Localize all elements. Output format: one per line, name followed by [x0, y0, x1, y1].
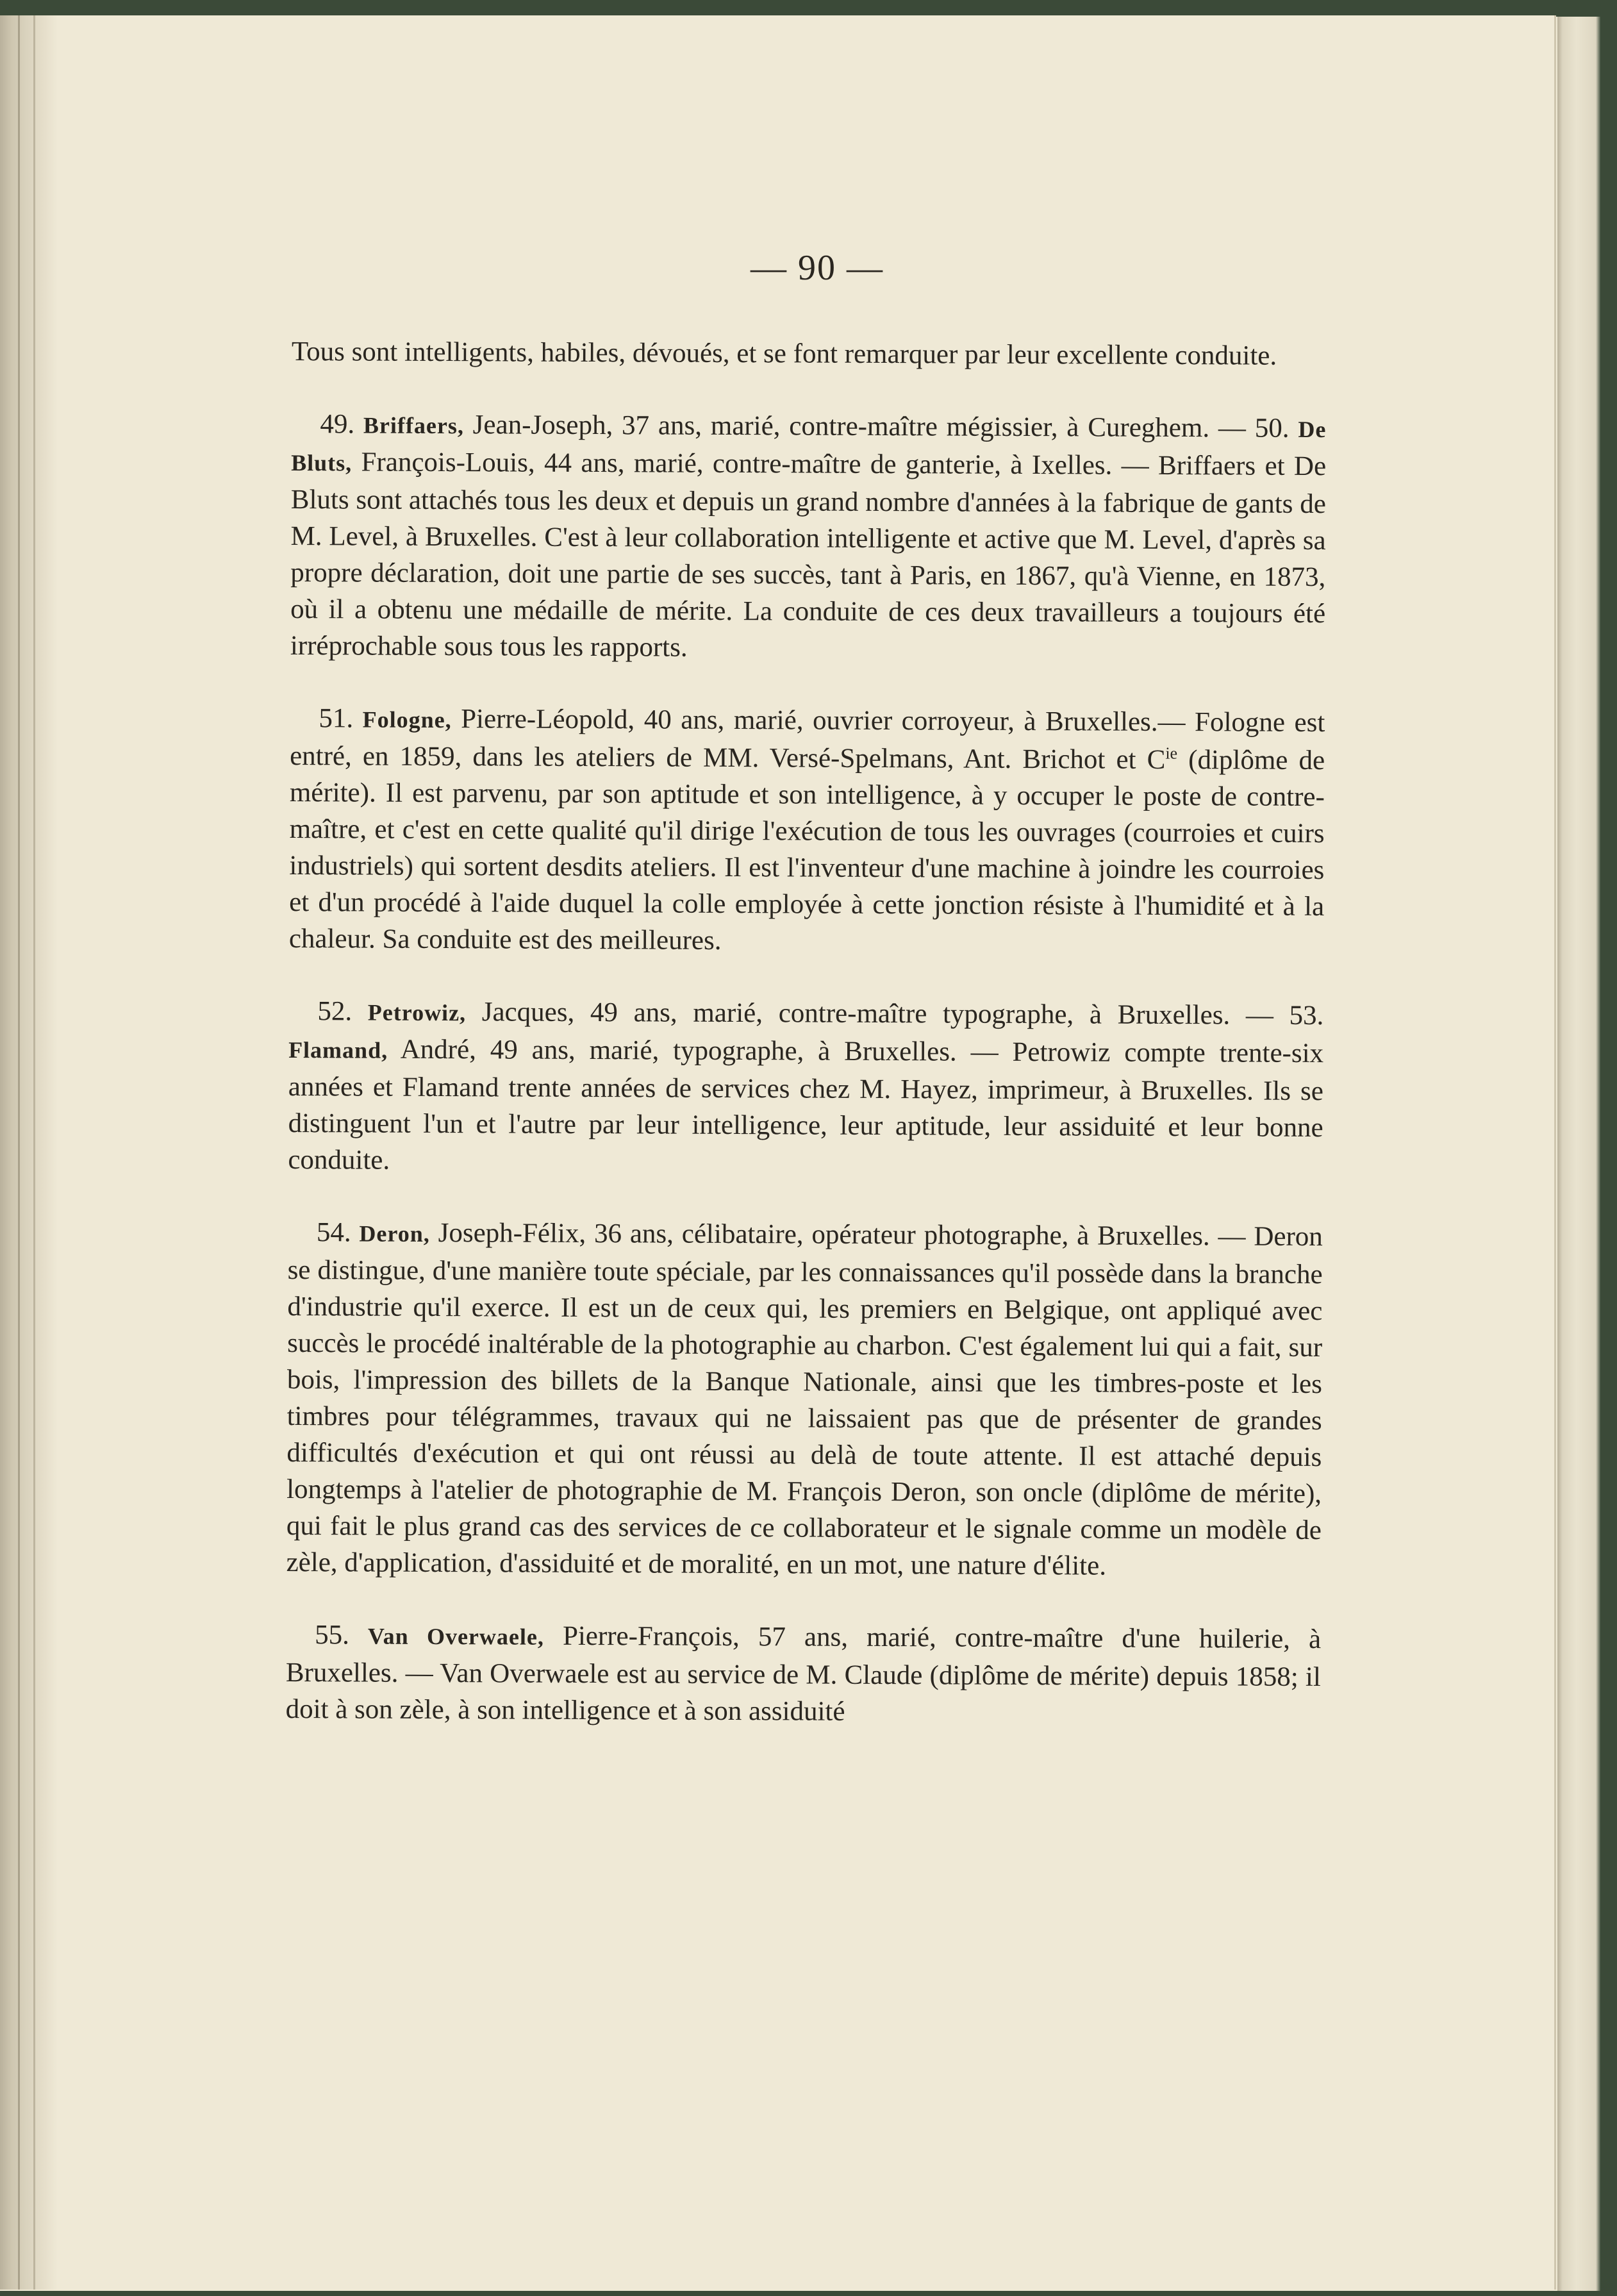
entry-text: Pierre-François, 57 ans, marié, contre-maître d'une huilerie, à Bruxelles. — Van Overwaele est au service de M. Claude (diplôme de mérite) depuis 1858; il doit à son zèle, à son intelligence et à son assiduité [285, 1620, 1322, 1727]
page-number: — 90 — [750, 248, 884, 288]
entry-number: 49. [320, 409, 355, 440]
paragraph-55 [286, 1617, 1322, 1732]
right-binding-strip [1600, 0, 1617, 2296]
entry-number: 51. [319, 703, 354, 734]
bottom-binding-strip [0, 2291, 1617, 2296]
top-binding-strip [0, 0, 1617, 17]
entry-name: Van Overwaele, [367, 1623, 545, 1650]
entry-name: Fologne, [362, 706, 452, 733]
entry-text: Joseph-Félix, 36 ans, célibataire, opérateur photographe, à Bruxelles. — Deron se distingue, d'une manière toute spéciale, par les connaissances qu'il possède dans la branche d'industrie qu'il exerce. Il est un de ceux qui, les premiers en Belgique, ont appliqué avec succès le procédé inaltérable de la photographie au charbon. C'est également lui qui a fait, sur bois, l'impression des billets de la Banque Nationale, ainsi que les timbres-poste et les timbres pour télégrammes, travaux qui ne laissaient pas que de présenter de grandes difficultés d'exécution et qui ont réussi au delà de toute attente. Il est attaché depuis longtemps à l'atelier de photographie de M. François Deron, son oncle (diplôme de mérite), qui fait le plus grand cas des services de ce collaborateur et le signale comme un modèle de zèle, d'application, d'assiduité et de moralité, en un mot, une nature d'élite. [286, 1217, 1323, 1581]
paragraph-51 [289, 700, 1325, 961]
entry-text: Pierre-Léopold, 40 ans, marié, ouvrier corroyeur, à Bruxelles.— Fologne est entré, en 1859, dans les ateliers de MM. Versé-Spelmans, Ant. Brichot et C [290, 704, 1325, 775]
entry-number: 52. [317, 996, 352, 1027]
paragraph-49-50 [290, 406, 1327, 669]
entry-name: Petrowiz, [367, 999, 467, 1026]
entry-number: 55. [315, 1620, 349, 1651]
entry-text: François-Louis, 44 ans, marié, contre-maître de ganterie, à Ixelles. — Briffaers et De Bluts sont attachés tous les deux et depuis un grand nombre d'années à la fabrique de gants de M. Level, à Bruxelles. C'est à leur collaboration intelligente et active que M. Level, d'après sa propre déclaration, doit une partie de ses succès, tant à Paris, en 1867, qu'à Vienne, en 1873, où il a obtenu une médaille de mérite. La conduite de ces deux travailleurs a toujours été irréprochable sous tous les rapports. [290, 447, 1327, 663]
paragraph-intro: Tous sont intelligents, habiles, dévoués, et se font remarquer par leur excellente conduite. [291, 336, 1277, 371]
page-gutter [0, 15, 58, 2290]
superscript: ie [1165, 744, 1178, 763]
paragraph-52-53 [288, 993, 1323, 1183]
entry-text: Jean-Joseph, 37 ans, marié, contre-maître mégissier, à Cureghem. — 50. [463, 410, 1298, 444]
page-body [285, 333, 1327, 1768]
entry-name: Flamand, [288, 1036, 388, 1063]
entry-text: André, 49 ans, marié, typographe, à Bruxelles. — Petrowiz compte trente-six années et Flamand trente années de services chez M. Hayez, imprimeur, à Bruxelles. Ils se distinguent l'un et l'autre par leur intelligence, leur aptitude, leur assiduité et leur bonne conduite. [288, 1034, 1324, 1176]
entry-name: Deron, [359, 1220, 430, 1247]
entry-name: De Bluts, [291, 416, 1327, 476]
entry-text: (diplôme de mérite). Il est parvenu, par son aptitude et son intelligence, à y occuper le poste de contre-maître, et c'est en cette qualité qu'il dirige l'exécution de tous les ouvrages (courroies et cuirs industriels) qui sortent desdits ateliers. Il est l'inventeur d'une machine à joindre les courroies et d'un procédé à l'aide duquel la colle employée à cette jonction résiste à l'humidité et à la chaleur. Sa conduite est des meilleures. [288, 745, 1325, 956]
entry-text: Jacques, 49 ans, marié, contre-maître typographe, à Bruxelles. — 53. [465, 997, 1324, 1031]
paragraph-54 [286, 1214, 1323, 1585]
entry-name: Briffaers, [363, 412, 464, 439]
page-fore-edge [1557, 17, 1600, 2291]
entry-number: 54. [316, 1217, 351, 1248]
